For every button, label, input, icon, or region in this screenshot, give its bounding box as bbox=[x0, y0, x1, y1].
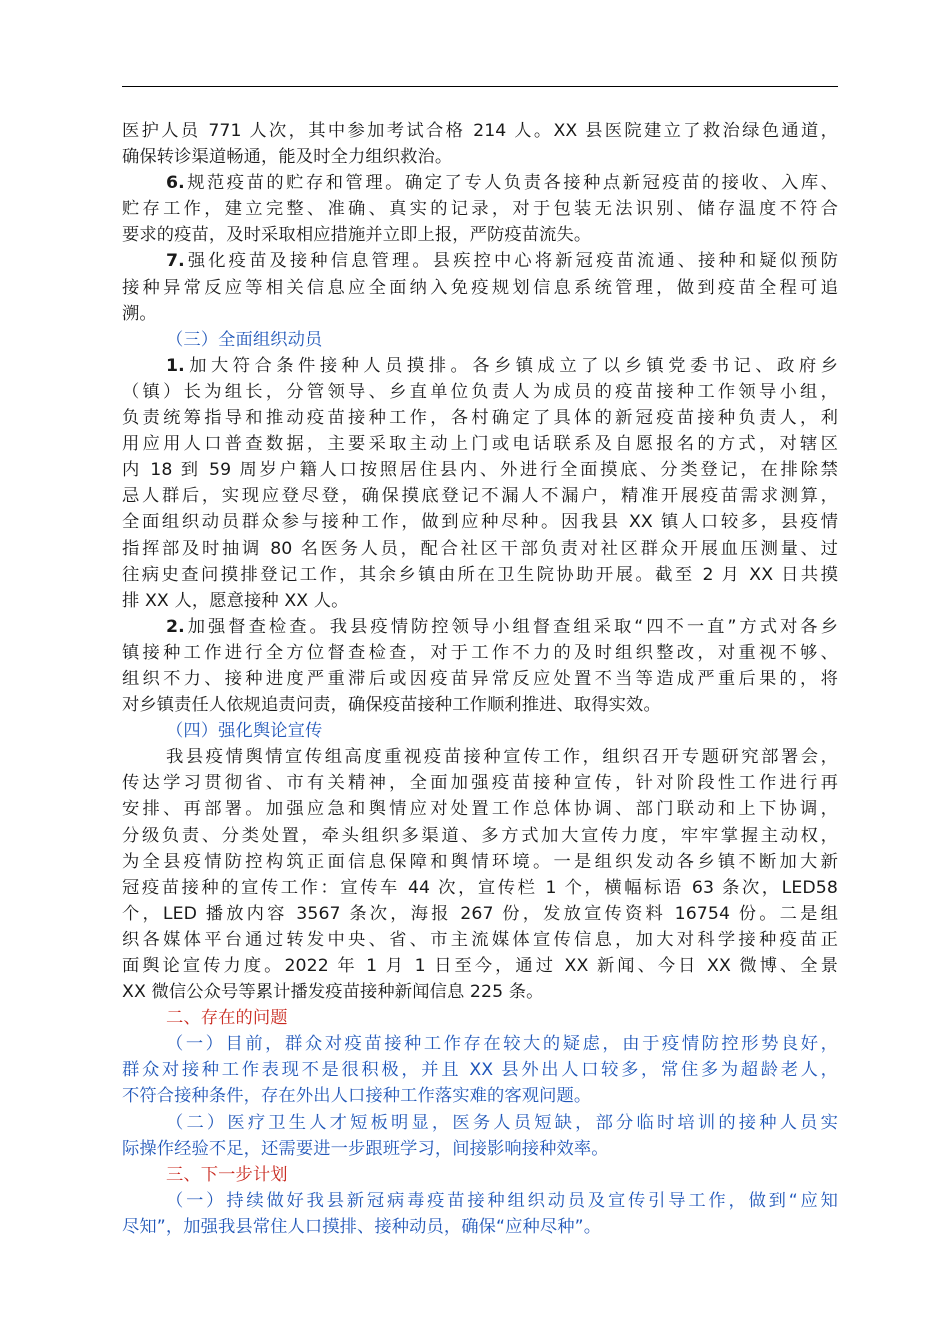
line-text: 织各媒体平台通过转发中央、省、市主流媒体宣传信息，加大对科学接种疫苗正 bbox=[122, 929, 838, 950]
text-line bbox=[122, 248, 838, 274]
text-line bbox=[122, 823, 838, 849]
line-text: （三）全面组织动员 bbox=[166, 329, 323, 350]
line-text: 排 XX 人，愿意接种 XX 人。 bbox=[122, 590, 349, 611]
text-line bbox=[122, 953, 838, 979]
text-line bbox=[122, 927, 838, 953]
text-line bbox=[122, 614, 838, 640]
line-text: 负责统筹指导和推动疫苗接种工作，各村确定了具体的新冠疫苗接种负责人，利 bbox=[122, 408, 838, 429]
line-text: 接种异常反应等相关信息应全面纳入免疫规划信息系统管理，做到疫苗全程可追 bbox=[122, 277, 838, 298]
line-text: 面舆论宣传力度。2022 年 1 月 1 日至今，通过 XX 新闻、今日 XX 微博、全景 bbox=[122, 956, 838, 976]
line-text: 三、下一步计划 bbox=[166, 1164, 288, 1185]
item-number: 7. bbox=[166, 251, 185, 272]
line-text: 安排、再部署。加强应急和舆情应对处置工作总体协调、部门联动和上下协调， bbox=[122, 799, 838, 820]
line-text: 二、存在的问题 bbox=[166, 1008, 288, 1029]
text-line bbox=[122, 1188, 838, 1214]
line-text: XX 微信公众号等累计播发疫苗接种新闻信息 225 条。 bbox=[122, 982, 544, 1003]
line-text: 对乡镇责任人依规追责问责，确保疫苗接种工作顺利推进、取得实效。 bbox=[122, 695, 661, 716]
text-line bbox=[122, 666, 838, 692]
text-line bbox=[122, 588, 838, 614]
text-line bbox=[122, 275, 838, 301]
line-text: 贮存工作，建立完整、准确、真实的记录，对于包装无法识别、储存温度不符合 bbox=[122, 199, 838, 220]
text-line bbox=[122, 327, 838, 353]
text-line bbox=[122, 118, 838, 144]
line-text: 尽知”，加强我县常住人口摸排、接种动员，确保“应种尽种”。 bbox=[122, 1216, 602, 1237]
line-text: 组织不力、接种进度严重滞后或因疫苗异常反应处置不当等造成严重后果的，将 bbox=[122, 668, 838, 689]
text-line bbox=[122, 770, 838, 796]
item-number: 1. bbox=[166, 355, 185, 376]
text-line bbox=[122, 1005, 838, 1031]
line-text: 往病史查问摸排登记工作，其余乡镇由所在卫生院协助开展。截至 2 月 XX 日共摸 bbox=[122, 564, 838, 585]
line-text: 加大符合条件接种人员摸排。各乡镇成立了以乡镇党委书记、政府乡 bbox=[184, 355, 838, 376]
text-line bbox=[122, 483, 838, 509]
text-line bbox=[122, 979, 838, 1005]
text-line bbox=[122, 431, 838, 457]
line-text: 加强督查检查。我县疫情防控领导小组督查组采取“四不一直”方式对各乡 bbox=[184, 616, 838, 637]
text-line bbox=[122, 901, 838, 927]
line-text: 内 18 到 59 周岁户籍人口按照居住县内、外进行全面摸底、分类登记，在排除禁 bbox=[122, 460, 838, 481]
line-text: 用应用人口普查数据，主要采取主动上门或电话联系及自愿报名的方式，对辖区 bbox=[122, 434, 838, 455]
line-text: 际操作经验不足，还需要进一步跟班学习，间接影响接种效率。 bbox=[122, 1138, 609, 1159]
text-line bbox=[122, 1083, 838, 1109]
document-body bbox=[122, 118, 838, 1240]
text-line bbox=[122, 640, 838, 666]
line-text: 全面组织动员群众参与接种工作，做到应种尽种。因我县 XX 镇人口较多，县疫情 bbox=[122, 512, 838, 533]
item-number: 6. bbox=[166, 173, 185, 194]
line-text: 忌人群后，实现应登尽登，确保摸底登记不漏人不漏户，精准开展疫苗需求测算， bbox=[122, 486, 838, 507]
line-text: 冠疫苗接种的宣传工作：宣传车 44 次，宣传栏 1 个，横幅标语 63 条次，LED58 bbox=[122, 877, 838, 898]
text-line bbox=[122, 170, 838, 196]
line-text: 确保转诊渠道畅通，能及时全力组织救治。 bbox=[122, 147, 453, 168]
line-text: （一）持续做好我县新冠病毒疫苗接种组织动员及宣传引导工作，做到“应知 bbox=[166, 1190, 838, 1211]
text-line bbox=[122, 875, 838, 901]
text-line bbox=[122, 1136, 838, 1162]
text-line bbox=[122, 744, 838, 770]
line-text: 医护人员 771 人次，其中参加考试合格 214 人。XX 县医院建立了救治绿色通道， bbox=[122, 121, 838, 141]
text-line bbox=[122, 1031, 838, 1057]
line-text: 我县疫情舆情宣传组高度重视疫苗接种宣传工作，组织召开专题研究部署会， bbox=[166, 747, 838, 768]
line-text: 强化疫苗及接种信息管理。县疾控中心将新冠疫苗流通、接种和疑似预防 bbox=[184, 251, 838, 272]
line-text: 溯。 bbox=[122, 303, 157, 324]
line-text: 为全县疫情防控构筑正面信息保障和舆情环境。一是组织发动各乡镇不断加大新 bbox=[122, 851, 838, 872]
text-line bbox=[122, 562, 838, 588]
header-rule bbox=[122, 86, 838, 87]
text-line bbox=[122, 353, 838, 379]
line-text: 传达学习贯彻省、市有关精神，全面加强疫苗接种宣传，针对阶段性工作进行再 bbox=[122, 773, 838, 794]
text-line bbox=[122, 1214, 838, 1240]
text-line bbox=[122, 196, 838, 222]
line-text: 镇接种工作进行全方位督查检查，对于工作不力的及时组织整改，对重视不够、 bbox=[122, 642, 838, 663]
line-text: 不符合接种条件，存在外出人口接种工作落实难的客观问题。 bbox=[122, 1086, 592, 1107]
line-text: 指挥部及时抽调 80 名医务人员，配合社区干部负责对社区群众开展血压测量、过 bbox=[122, 538, 838, 559]
text-line bbox=[122, 301, 838, 327]
text-line bbox=[122, 796, 838, 822]
text-line bbox=[122, 144, 838, 170]
line-text: （一）目前，群众对疫苗接种工作存在较大的疑虑，由于疫情防控形势良好， bbox=[166, 1034, 838, 1055]
text-line bbox=[122, 849, 838, 875]
line-text: （二）医疗卫生人才短板明显，医务人员短缺，部分临时培训的接种人员实 bbox=[166, 1112, 838, 1133]
line-text: （四）强化舆论宣传 bbox=[166, 721, 323, 742]
text-line bbox=[122, 692, 838, 718]
line-text: 群众对接种工作表现不是很积极，并且 XX 县外出人口较多，常住多为超龄老人， bbox=[122, 1060, 838, 1081]
line-text: 要求的疫苗，及时采取相应措施并立即上报，严防疫苗流失。 bbox=[122, 225, 592, 246]
text-line bbox=[122, 1162, 838, 1188]
line-text: 个，LED 播放内容 3567 条次，海报 267 份，发放宣传资料 16754 份。二是组 bbox=[122, 903, 838, 924]
text-line bbox=[122, 379, 838, 405]
line-text: 规范疫苗的贮存和管理。确定了专人负责各接种点新冠疫苗的接收、入库、 bbox=[184, 173, 838, 194]
item-number: 2. bbox=[166, 616, 185, 637]
text-line bbox=[122, 536, 838, 562]
text-line bbox=[122, 1110, 838, 1136]
line-text: 分级负责、分类处置，牵头组织多渠道、多方式加大宣传力度，牢牢掌握主动权， bbox=[122, 825, 838, 846]
text-line bbox=[122, 718, 838, 744]
line-text: （镇）长为组长，分管领导、乡直单位负责人为成员的疫苗接种工作领导小组， bbox=[122, 381, 838, 402]
text-line bbox=[122, 405, 838, 431]
text-line bbox=[122, 1057, 838, 1083]
text-line bbox=[122, 509, 838, 535]
text-line bbox=[122, 222, 838, 248]
text-line bbox=[122, 457, 838, 483]
